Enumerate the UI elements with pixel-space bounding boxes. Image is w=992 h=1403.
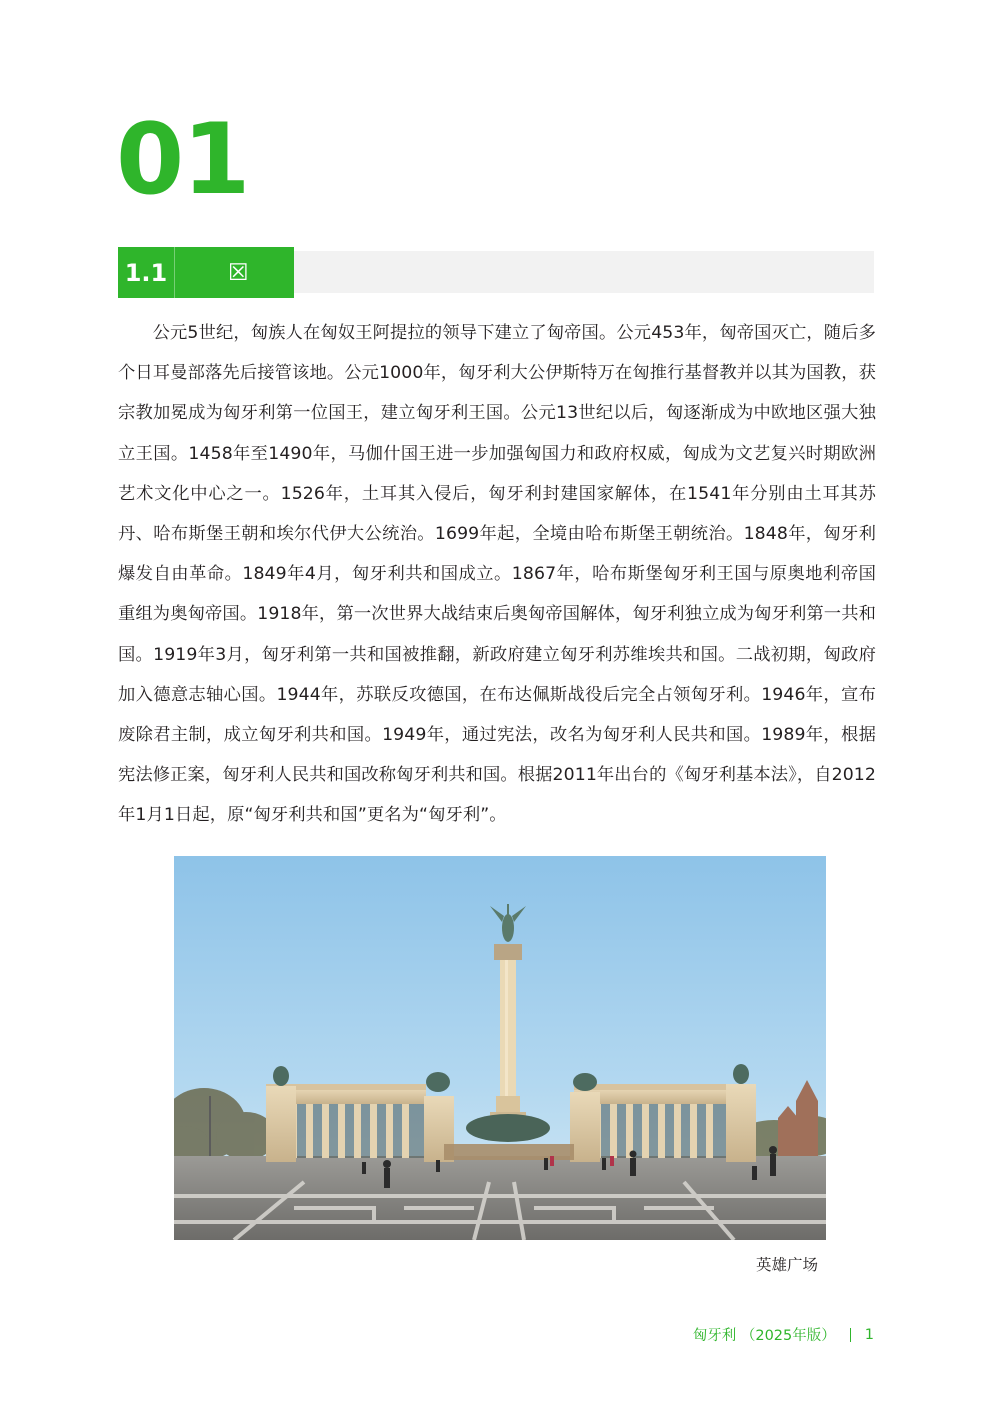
section-header-tab: [118, 247, 294, 298]
page-number: 1: [864, 1326, 874, 1343]
body-paragraph: 公元5世纪，匈族人在匈奴王阿提拉的领导下建立了匈帝国。公元453年，匈帝国灭亡，随后多个日耳曼部落先后接管该地。公元1000年，匈牙利大公伊斯特万在匈推行基督教并以其为国教，获宗教加冕成为匈牙利第一位国王，建立匈牙利王国。公元13世纪以后，匈逐渐成为中欧地区强大独立王国。1458年至1490年，马伽什国王进一步加强匈国力和政府权威，匈成为文艺复兴时期欧洲艺术文化中心之一。1526年，土耳其入侵后，匈牙利封建国家解体，在1541年分别由土耳其苏丹、哈布斯堡王朝和埃尔代伊大公统治。1699年起，全境由哈布斯堡王朝统治。1848年，匈牙利爆发自由革命。1849年4月，匈牙利共和国成立。1867年，哈布斯堡匈牙利王国与原奥地利帝国重组为奥匈帝国。1918年，第一次世界大战结束后奥匈帝国解体，匈牙利独立成为匈牙利第一共和国。1919年3月，匈牙利第一共和国被推翻，新政府建立匈牙利苏维埃共和国。二战初期，匈政府加入德意志轴心国。1944年，苏联反攻德国，在布达佩斯战役后完全占领匈牙利。1946年，宣布废除君主制，成立匈牙利共和国。1949年，通过宪法，改名为匈牙利人民共和国。1989年，根据宪法修正案，匈牙利人民共和国改称匈牙利共和国。根据2011年出台的《匈牙利基本法》，自2012年1月1日起，原“匈牙利共和国”更名为“匈牙利”。: [118, 323, 876, 826]
figure-caption: 英雄广场: [755, 1256, 818, 1274]
page-footer: [693, 1324, 874, 1345]
chapter-number: 01: [116, 103, 249, 217]
section-divider: [174, 247, 175, 298]
heroes-square-photo: [174, 856, 826, 1240]
footer-title: 匈牙利 （2025年版）: [692, 1328, 836, 1344]
footer-separator: [850, 1328, 851, 1342]
section-number: 1.1: [124, 259, 168, 287]
section-title: ☒: [228, 260, 249, 286]
